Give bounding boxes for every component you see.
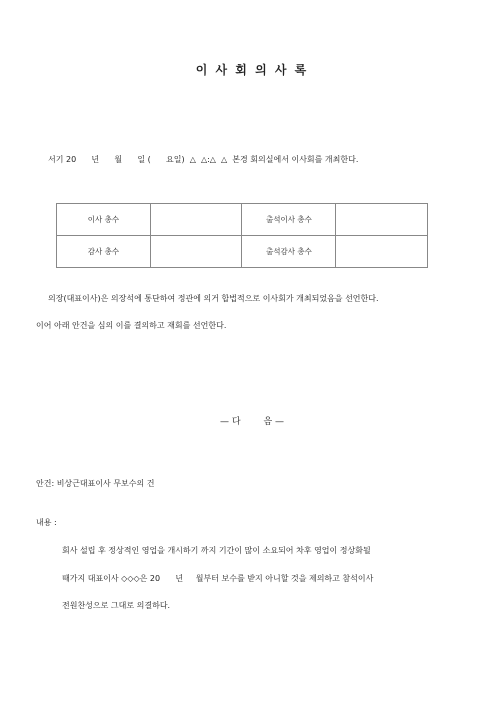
document-title: 이 사 회 의 사 록 — [195, 63, 309, 77]
director-count-label: 이사 총수 — [57, 204, 151, 236]
present-director-count-value — [336, 204, 428, 236]
meeting-date-line: 서기 20 년 월 일 ( 요일) △ △:△ △ 본경 회의실에서 이사회를 개최한다. — [48, 155, 359, 164]
declaration-line-2: 이어 아래 안건을 심의 이를 결의하고 재회를 선언한다. — [36, 321, 227, 330]
agenda-line: 안건: 비상근대표이사 무보수의 건 — [36, 479, 155, 488]
content-line-2: 때가지 대표이사 ◇◇◇은 20 년 월부터 보수를 받지 아니할 것을 제의하고 참석이사 — [62, 574, 374, 583]
present-director-count-label: 출석이사 총수 — [242, 204, 336, 236]
content-line-1: 회사 설립 후 정상적인 영업을 개시하기 까지 기간이 많이 소요되어 차후 영업이 정상화될 — [62, 546, 371, 555]
director-count-value — [150, 204, 242, 236]
content-label: 내용 : — [36, 518, 57, 527]
da-eum-heading: — 다 음 — — [220, 417, 284, 427]
attendance-table — [56, 203, 428, 268]
table-row — [57, 204, 428, 236]
table-row — [57, 236, 428, 268]
auditor-count-value — [150, 236, 242, 268]
auditor-count-label: 감사 총수 — [57, 236, 151, 268]
content-line-3: 전원찬성으로 그대로 의결하다. — [62, 601, 171, 610]
declaration-line-1: 의장(대표이사)은 의장석에 통단하여 정관에 의거 합법적으로 이사회가 개최되었음을 선언한다. — [48, 294, 379, 303]
present-auditor-count-value — [336, 236, 428, 268]
present-auditor-count-label: 출석감사 총수 — [242, 236, 336, 268]
